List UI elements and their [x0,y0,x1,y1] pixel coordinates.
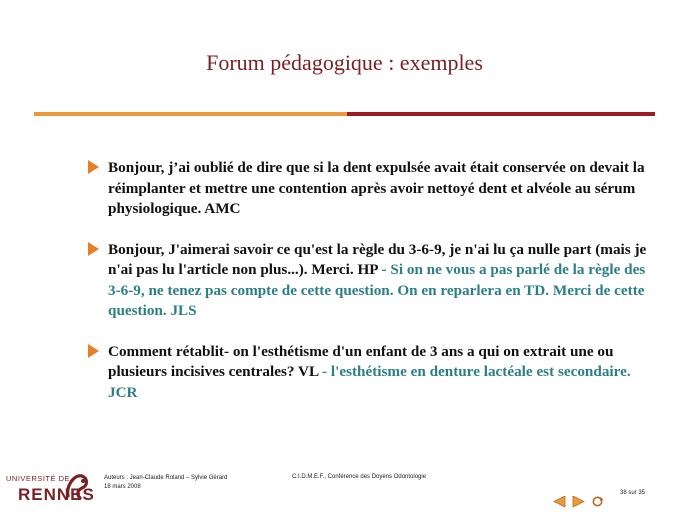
ermine-logo-icon [64,468,92,502]
bullet-reply: - l'esthétisme en denture lactéale est secondaire. JCR [108,363,631,401]
university-logo [6,468,95,506]
title-rule-left [34,112,347,116]
bullet-list [88,158,658,423]
footer-authors [104,474,227,492]
bullet-reply: - Si on ne vous a pas parlé de la règle des 3-6-9, ne tenez pas compte de cette question. On en reparlera en TD. Merci de cette question. JLS [108,261,646,319]
bullet-arrow-icon [88,344,99,358]
bullet-text: Bonjour, J'aimerai savoir ce qu'est la règle du 3-6-9, je n'ai lu ça nulle part (mais je n'ai pas lu l'article non plus...). Merci. HP [108,240,647,278]
authors-line: Auteurs : Jean-Claude Roland – Sylvie Gérard [104,475,228,481]
title-rule-right [347,112,655,116]
slide-title: Forum pédagogique : exemples [206,50,483,75]
date-line: 18 mars 2008 [104,484,141,490]
bullet-arrow-icon [88,242,99,256]
page-number: 38 sur 35 [620,490,646,496]
nav-prev-icon[interactable] [553,496,566,507]
nav-return-icon[interactable] [591,496,604,507]
bullet-item [88,158,658,220]
bullet-text: Bonjour, j’ai oublié de dire que si la dent expulsée avait était conservée on devait la réimplanter et mettre une contention après avoir nettoyé dent et alvéole au sérum physiologique. AMC [108,159,645,217]
bullet-arrow-icon [88,160,99,174]
slide-navigation [553,496,604,507]
bullet-item [88,240,658,322]
footer-conference: C.I.D.M.E.F., Conférence des Doyens Odontologie [292,474,427,480]
logo-top-text: UNIVERSITÉ DE [6,474,71,483]
bullet-item [88,342,658,404]
bullet-text: Comment rétablit- on l'esthétisme d'un enfant de 3 ans a qui on extrait une ou plusieurs incisives centrales? VL [108,342,614,380]
nav-next-icon[interactable] [572,496,585,507]
logo-main-text: RENNES [18,485,95,504]
